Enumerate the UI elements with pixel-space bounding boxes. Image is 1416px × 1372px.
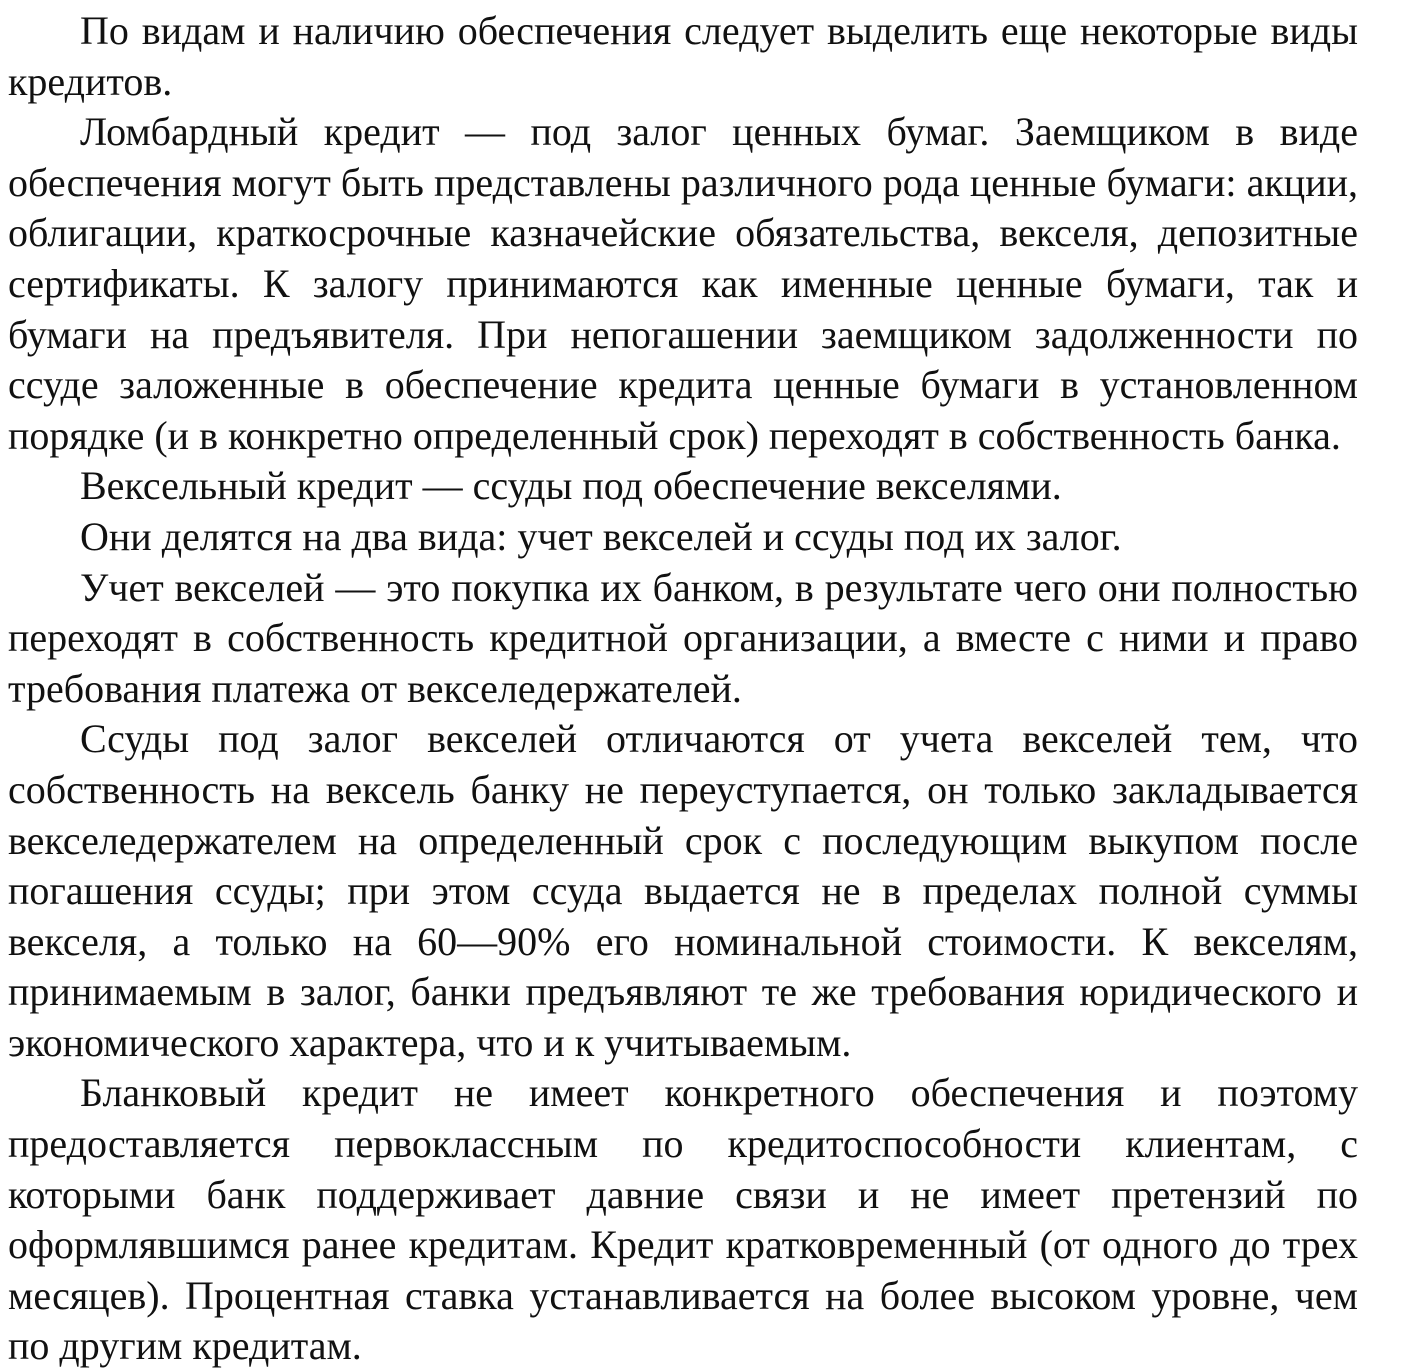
paragraph-bill-credit: Вексельный кредит — ссуды под обеспечение векселями. <box>80 463 1062 509</box>
document-page <box>8 6 1358 1372</box>
paragraph-bill-pledge-loans: Ссуды под залог векселей отличаются от учета векселей тем, что собственность на вексель банку не переуступается, он только закладывается векселедержателем на определенный срок с последующим выкупом после погашения ссуды; при этом ссуда выдается не в пределах полной суммы векселя, а только на 60—90% его номинальной стоимости. К векселям, принимаемым в залог, банки предъявляют те же требования юридического и экономического характера, что и к учитываемым. <box>8 716 1358 1065</box>
paragraph-intro: По видам и наличию обеспечения следует выделить еще некоторые виды кредитов. <box>8 8 1358 104</box>
paragraph-bill-discount: Учет векселей — это покупка их банком, в результате чего они полностью переходят в собственность кредитной организации, а вместе с ними и право требования платежа от векселедержателей. <box>8 564 1358 711</box>
paragraph-lombard-credit: Ломбардный кредит — под залог ценных бумаг. Заемщиком в виде обеспечения могут быть представлены различного рода ценные бумаги: акции, облигации, краткосрочные казначейские обязательства, векселя, депозитные сертификаты. К залогу принимаются как именные ценные бумаги, так и бумаги на предъявителя. При непогашении заемщиком задолженности по ссуде заложенные в обеспечение кредита ценные бумаги в установленном порядке (и в конкретно определенный срок) переходят в собственность банка. <box>8 109 1358 458</box>
paragraph-bill-types: Они делятся на два вида: учет векселей и ссуды под их залог. <box>80 513 1122 559</box>
paragraph-blank-credit: Бланковый кредит не имеет конкретного обеспечения и поэтому предоставляется первоклассным по кредитоспособности клиентам, с которыми банк поддерживает давние связи и не имеет претензий по оформлявшимся ранее кредитам. Кредит кратковременный (от одного до трех месяцев). Процентная ставка устанавливается на более высоком уровне, чем по другим кредитам. <box>8 1070 1358 1369</box>
